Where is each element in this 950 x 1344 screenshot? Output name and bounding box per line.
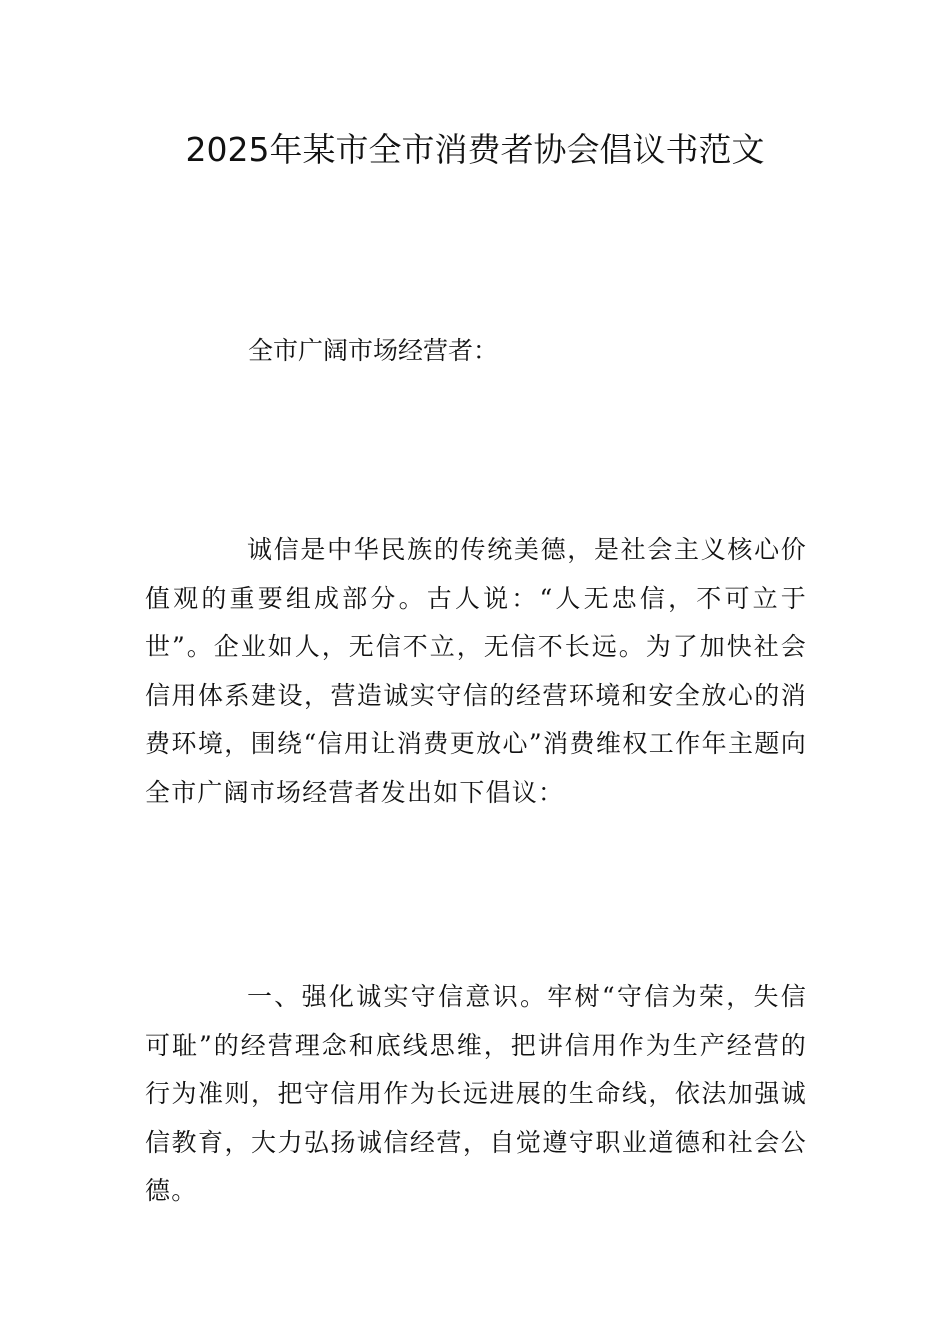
salutation: 全市广阔市场经营者： [248,336,499,365]
paragraph-intro: 诚信是中华民族的传统美德，是社会主义核心价值观的重要组成部分。古人说：“人无忠信，不可立于世”。企业如人，无信不立，无信不长远。为了加快社会信用体系建设，营造诚实守信的经营环境和安全放心的消费环境，围绕“信用让消费更放心”消费维权工作年主题向全市广阔市场经营者发出如下倡议： [145,535,807,807]
document-title: 2025年某市全市消费者协会倡议书范文 [185,130,765,169]
paragraph-point-one: 一、强化诚实守信意识。牢树“守信为荣，失信可耻”的经营理念和底线思维，把讲信用作为生产经营的行为准则，把守信用作为长远进展的生命线，依法加强诚信教育，大力弘扬诚信经营，自觉遵守职业道德和社会公德。 [145,982,807,1205]
